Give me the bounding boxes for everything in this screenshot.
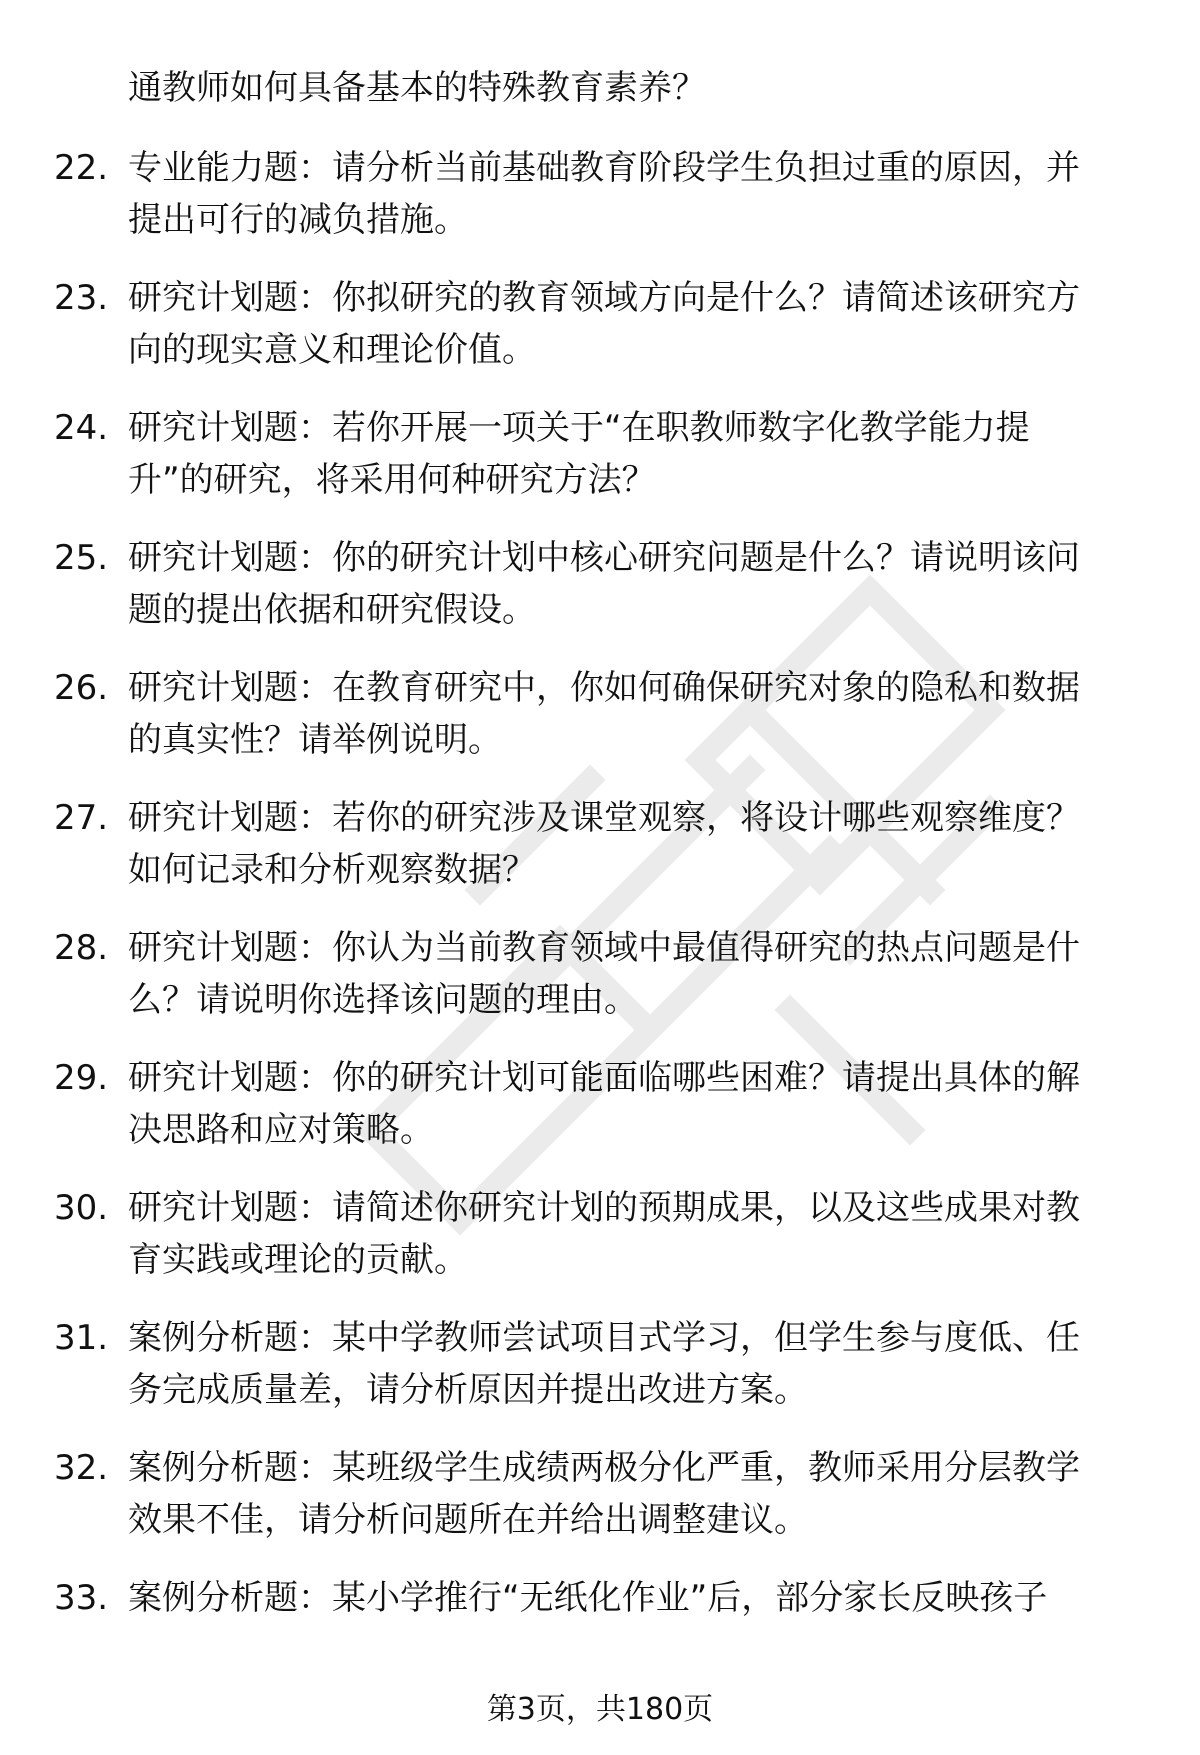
question-text: 研究计划题：你的研究计划可能面临哪些困难？请提出具体的解 决思路和应对策略。 — [128, 1058, 1080, 1150]
question-item — [0, 142, 1200, 272]
question-number: 23. — [54, 278, 109, 318]
question-number: 32. — [54, 1448, 109, 1488]
question-number: 28. — [54, 928, 109, 968]
question-text: 研究计划题：在教育研究中，你如何确保研究对象的隐私和数据 的真实性？请举例说明。 — [128, 668, 1080, 760]
question-text: 研究计划题：你的研究计划中核心研究问题是什么？请说明该问 题的提出依据和研究假设。 — [128, 538, 1080, 630]
question-number: 27. — [54, 798, 109, 838]
question-text: 研究计划题：若你的研究涉及课堂观察，将设计哪些观察维度？ 如何记录和分析观察数据？ — [128, 798, 1080, 890]
question-number: 31. — [54, 1318, 109, 1358]
question-text: 专业能力题：请分析当前基础教育阶段学生负担过重的原因，并 提出可行的减负措施。 — [128, 148, 1080, 240]
question-item — [0, 402, 1200, 532]
question-item — [0, 1442, 1200, 1572]
question-item — [0, 1182, 1200, 1312]
question-number: 26. — [54, 668, 109, 708]
question-text: 研究计划题：请简述你研究计划的预期成果，以及这些成果对教 育实践或理论的贡献。 — [128, 1188, 1080, 1280]
question-item — [0, 1312, 1200, 1442]
question-number: 22. — [54, 148, 109, 188]
question-text: 研究计划题：若你开展一项关于“在职教师数字化教学能力提 升”的研究，将采用何种研究方法？ — [128, 408, 1030, 500]
question-text: 案例分析题：某小学推行“无纸化作业”后，部分家长反映孩子 — [128, 1578, 1048, 1618]
question-item — [0, 922, 1200, 1052]
question-text: 研究计划题：你拟研究的教育领域方向是什么？请简述该研究方 向的现实意义和理论价值。 — [128, 278, 1080, 370]
question-text: 研究计划题：你认为当前教育领域中最值得研究的热点问题是什 么？请说明你选择该问题的理由。 — [128, 928, 1080, 1020]
question-list — [0, 142, 1200, 1702]
question-item — [0, 272, 1200, 402]
question-item — [0, 792, 1200, 922]
question-number: 25. — [54, 538, 109, 578]
question-item — [0, 662, 1200, 792]
question-text: 案例分析题：某中学教师尝试项目式学习，但学生参与度低、任 务完成质量差，请分析原因并提出改进方案。 — [128, 1318, 1080, 1410]
question-text: 案例分析题：某班级学生成绩两极分化严重，教师采用分层教学 效果不佳，请分析问题所在并给出调整建议。 — [128, 1448, 1080, 1540]
question-number: 30. — [54, 1188, 109, 1228]
question-number: 29. — [54, 1058, 109, 1098]
question-number: 24. — [54, 408, 109, 448]
continuation-text: 通教师如何具备基本的特殊教育素养？ — [128, 68, 706, 108]
question-item — [0, 1052, 1200, 1182]
page-number-footer: 第3页，共180页 — [486, 1692, 714, 1727]
question-item — [0, 532, 1200, 662]
question-number: 33. — [54, 1578, 109, 1618]
question-item — [0, 1572, 1200, 1702]
